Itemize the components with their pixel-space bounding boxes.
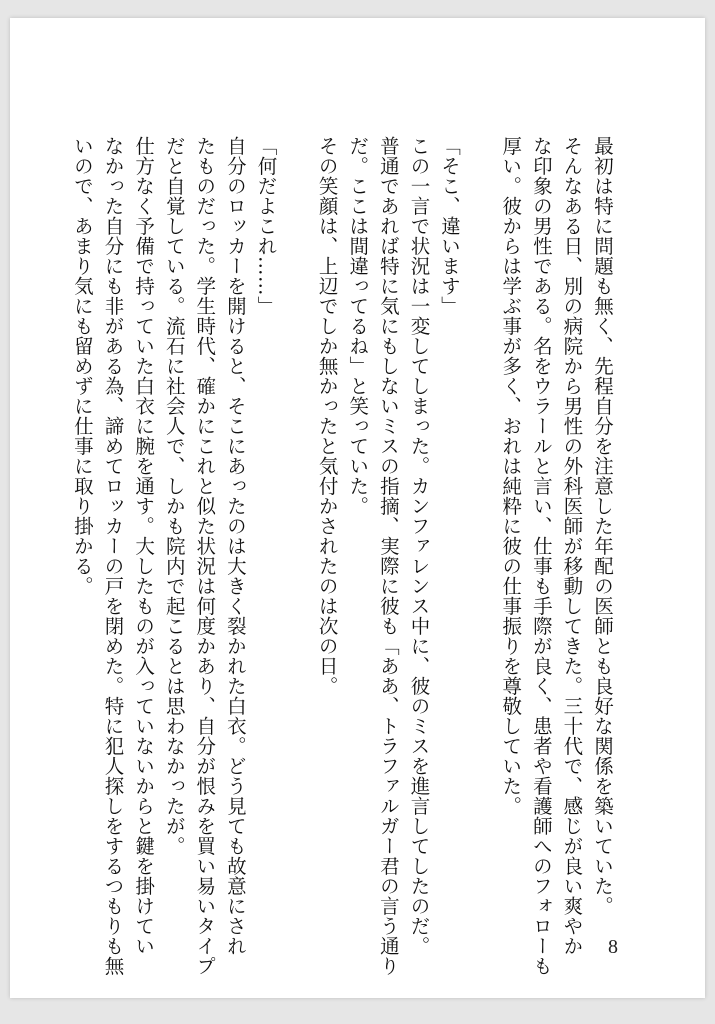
- text-line: 仕方なく予備で持っていた白衣に腕を通す。大したものが入っていないからと鍵を掛けてい: [132, 136, 156, 956]
- book-page: [10, 18, 705, 998]
- body-text: [66, 136, 617, 976]
- text-line: その笑顔は、上辺でしか無かったと気付かされたのは次の日。: [315, 136, 339, 696]
- text-line: 「何だよこれ……」: [254, 136, 278, 316]
- text-line: 自分のロッカーを開けると、そこにあったのは大きく裂かれた白衣。どう見ても故意にされ: [223, 136, 247, 956]
- text-line: だ。ここは間違ってるね」と笑っていた。: [346, 136, 370, 516]
- text-line: だと自覚している。流石に社会人で、しかも院内で起こるとは思わなかったが。: [162, 136, 186, 856]
- text-line: な印象の男性である。名をウラールと言い、仕事も手際が良く、患者や看護師へのフォローも: [529, 136, 553, 976]
- text-line: たものだった。学生時代、確かにこれと似た状況は何度かあり、自分が恨みを買い易いタイプ: [193, 136, 217, 976]
- text-line: いので、あまり気にも留めずに仕事に取り掛かる。: [70, 136, 94, 596]
- text-line: 普通であれば特に気にもしないミスの指摘、実際に彼も「ああ、トラファルガー君の言う通り: [376, 136, 400, 976]
- text-line: 厚い。彼からは学ぶ事が多く、おれは純粋に彼の仕事振りを尊敬していた。: [499, 136, 523, 816]
- text-line: この一言で状況は一変してしまった。カンファレンス中に、彼のミスを進言してしたのだ。: [407, 136, 431, 956]
- text-line: そんなある日、別の病院から男性の外科医師が移動してきた。三十代で、感じが良い爽やか: [560, 136, 584, 956]
- text-line: 「そこ、違います」: [438, 136, 462, 316]
- blank-line: [464, 136, 495, 936]
- page-number: 8: [608, 936, 618, 958]
- blank-line: [280, 136, 311, 936]
- text-line: なかった自分にも非がある為、諦めてロッカーの戸を閉めた。特に犯人探しをするつもりも無: [101, 136, 125, 976]
- text-line: 最初は特に問題も無く、先程自分を注意した年配の医師とも良好な関係を築いていた。: [591, 136, 614, 916]
